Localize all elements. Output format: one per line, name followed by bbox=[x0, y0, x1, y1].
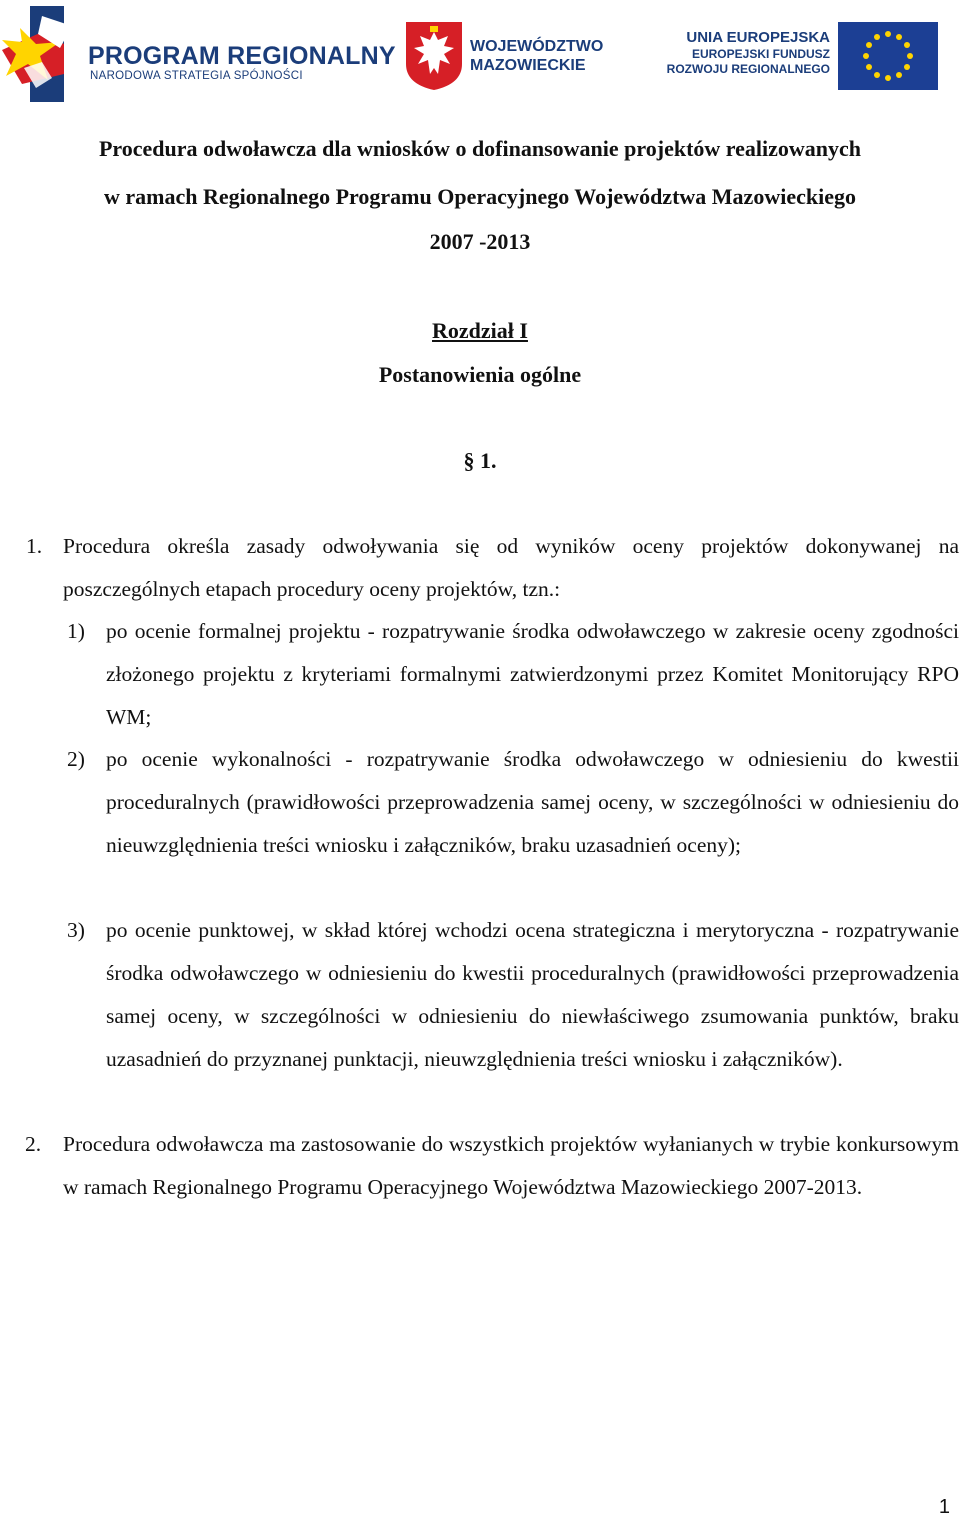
program-regionalny-mark-icon bbox=[2, 4, 84, 104]
mazowieckie-logo bbox=[404, 20, 634, 100]
list-item-text: po ocenie wykonalności - rozpatrywanie środka odwoławczego w odniesieniu do kwestii proceduralnych (prawidłowości przeprowadzenia samej oceny, w szczególności w odniesieniu do nieuwzględnienia treści wniosku i załączników, braku uzasadnień oceny); bbox=[106, 747, 959, 857]
voivodeship-line2: MAZOWIECKIE bbox=[470, 57, 586, 74]
eu-text bbox=[667, 28, 830, 77]
list-item-text: po ocenie formalnej projektu - rozpatrywanie środka odwoławczego w zakresie oceny zgodności złożonego projektu z kryteriami formalnymi zatwierdzonymi przez Komitet Monitorujący RPO WM; bbox=[106, 619, 959, 729]
paragraph-text: Procedura odwoławcza ma zastosowanie do wszystkich projektów wyłanianych w trybie konkursowym w ramach Regionalnego Programu Operacyjnego Województwa Mazowieckiego 2007-2013. bbox=[63, 1132, 959, 1199]
chapter-heading: Rozdział I bbox=[432, 318, 528, 343]
eu-line1: UNIA EUROPEJSKA bbox=[686, 29, 830, 46]
eu-line2: EUROPEJSKI FUNDUSZ bbox=[691, 47, 830, 61]
paragraph-text: Procedura określa zasady odwoływania się od wyników oceny projektów dokonywanej na poszczególnych etapach procedury oceny projektów, tzn.: bbox=[63, 534, 959, 601]
list-item-number: 1) bbox=[67, 619, 85, 643]
paragraph-1 bbox=[26, 525, 959, 611]
page-number: 1 bbox=[938, 1496, 950, 1518]
program-title: PROGRAM REGIONALNY bbox=[88, 42, 396, 70]
document-title-line2: w ramach Regionalnego Programu Operacyjnego Województwa Mazowieckiego bbox=[104, 184, 856, 209]
list-item-3 bbox=[67, 909, 959, 1081]
list-item-text: po ocenie punktowej, w skład której wchodzi ocena strategiczna i merytoryczna - rozpatrywanie środka odwoławczego w odniesieniu do kwestii proceduralnych (prawidłowości przeprowadzenia samej oceny, w szczególności w odniesieniu do niewłaściwego zsumowania punktów, braku uzasadnień do przyznanej punktacji, nieuwzględnienia treści wniosku i załączników). bbox=[106, 918, 959, 1071]
paragraph-2 bbox=[25, 1123, 959, 1209]
list-item-2 bbox=[67, 738, 959, 867]
document-title-line1: Procedura odwoławcza dla wniosków o dofinansowanie projektów realizowanych bbox=[98, 136, 862, 161]
eu-logo bbox=[640, 22, 940, 94]
list-item-number: 2) bbox=[67, 747, 85, 771]
eagle-shield-icon bbox=[404, 20, 464, 92]
voivodeship-line1: WOJEWÓDZTWO bbox=[470, 38, 604, 55]
page-header bbox=[0, 0, 960, 108]
chapter-title: Postanowienia ogólne bbox=[378, 362, 582, 387]
paragraph-number: 2. bbox=[25, 1132, 42, 1156]
eu-line3: ROZWOJU REGIONALNEGO bbox=[666, 62, 830, 76]
program-subtitle: NARODOWA STRATEGIA SPÓJNOŚCI bbox=[90, 70, 303, 82]
list-item-1 bbox=[67, 610, 959, 739]
list-item-number: 3) bbox=[67, 918, 85, 942]
eu-flag-icon bbox=[838, 22, 938, 90]
section-heading: § 1. bbox=[463, 448, 497, 473]
paragraph-number: 1. bbox=[26, 534, 43, 558]
program-regionalny-logo bbox=[2, 4, 402, 104]
document-title-line3: 2007 -2013 bbox=[429, 229, 531, 254]
